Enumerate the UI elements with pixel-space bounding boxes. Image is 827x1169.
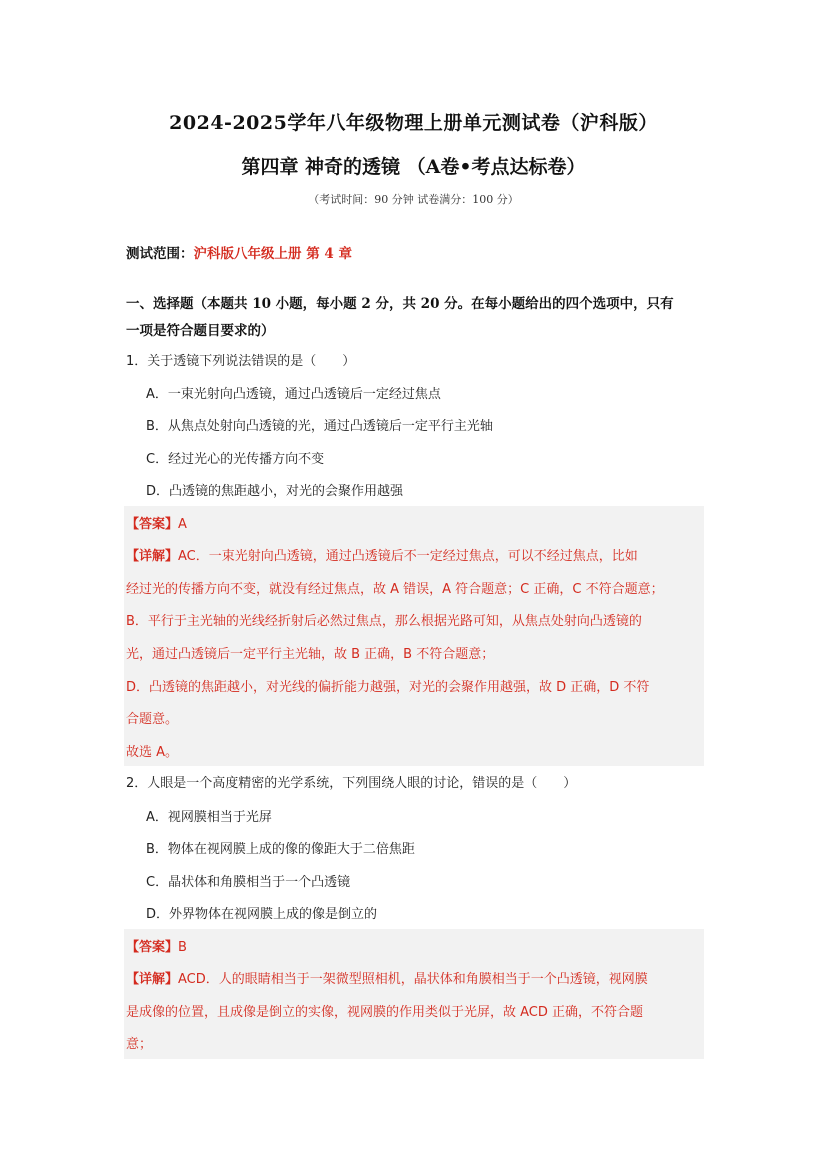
exam-title: 2024-2025学年八年级物理上册单元测试卷（沪科版） [169, 112, 658, 134]
answer-value: B [178, 940, 187, 955]
question-option: A．视网膜相当于光屏 [146, 810, 272, 825]
detail-tag: 【详解】 [126, 549, 179, 564]
test-scope-label: 测试范围： [126, 246, 194, 262]
question-stem: 1．关于透镜下列说法错误的是（ ） [126, 354, 356, 369]
question-option: B．物体在视网膜上成的像的像距大于二倍焦距 [146, 842, 415, 857]
detail-text: ACD．人的眼睛相当于一架微型照相机，晶状体和角膜相当于一个凸透镜，视网膜 [178, 972, 648, 987]
detail-line [126, 968, 648, 987]
detail-line: 故选 A。 [126, 745, 179, 760]
detail-text: AC．一束光射向凸透镜，通过凸透镜后不一定经过焦点，可以不经过焦点，比如 [178, 549, 638, 564]
answer-line [126, 936, 187, 955]
question-option: A．一束光射向凸透镜，通过凸透镜后一定经过焦点 [146, 387, 441, 402]
answer-tag: 【答案】 [126, 517, 179, 532]
test-scope-value: 沪科版八年级上册 第 4 章 [193, 246, 352, 262]
question-option: B．从焦点处射向凸透镜的光，通过凸透镜后一定平行主光轴 [146, 419, 493, 434]
section-heading-line: 一、选择题（本题共 10 小题，每小题 2 分，共 20 分。在每小题给出的四个选项中，只有 [126, 296, 674, 312]
detail-line: B．平行于主光轴的光线经折射后必然过焦点，那么根据光路可知，从焦点处射向凸透镜的 [126, 614, 642, 629]
detail-line: 光，通过凸透镜后一定平行主光轴，故 B 正确，B 不符合题意； [126, 647, 495, 662]
question-option: C．经过光心的光传播方向不变 [146, 452, 325, 467]
detail-line: 是成像的位置，且成像是倒立的实像，视网膜的作用类似于光屏，故 ACD 正确，不符合题 [126, 1005, 644, 1020]
answer-line [126, 513, 187, 532]
section-heading-line: 一项是符合题目要求的） [126, 323, 275, 339]
answer-tag: 【答案】 [126, 940, 179, 955]
question-option: D．凸透镜的焦距越小，对光的会聚作用越强 [146, 484, 404, 499]
question-option: D．外界物体在视网膜上成的像是倒立的 [146, 907, 378, 922]
detail-line [126, 545, 638, 564]
detail-line: 意； [126, 1037, 153, 1052]
question-option: C．晶状体和角膜相当于一个凸透镜 [146, 875, 351, 890]
chapter-subtitle: 第四章 神奇的透镜 （A卷•考点达标卷） [241, 156, 586, 178]
detail-line: D．凸透镜的焦距越小，对光线的偏折能力越强，对光的会聚作用越强，故 D 正确，D 不符 [126, 680, 650, 695]
answer-value: A [178, 517, 187, 532]
detail-tag: 【详解】 [126, 972, 179, 987]
question-stem: 2．人眼是一个高度精密的光学系统，下列围绕人眼的讨论，错误的是（ ） [126, 776, 577, 791]
detail-line: 合题意。 [126, 712, 179, 727]
detail-line: 经过光的传播方向不变，就没有经过焦点，故 A 错误，A 符合题意；C 正确，C 不符合题意； [126, 582, 664, 597]
section-heading [126, 291, 706, 345]
test-scope [126, 242, 352, 262]
exam-time-info: （考试时间：90 分钟 试卷满分：100 分） [308, 193, 519, 206]
answer-panel [124, 929, 704, 1059]
